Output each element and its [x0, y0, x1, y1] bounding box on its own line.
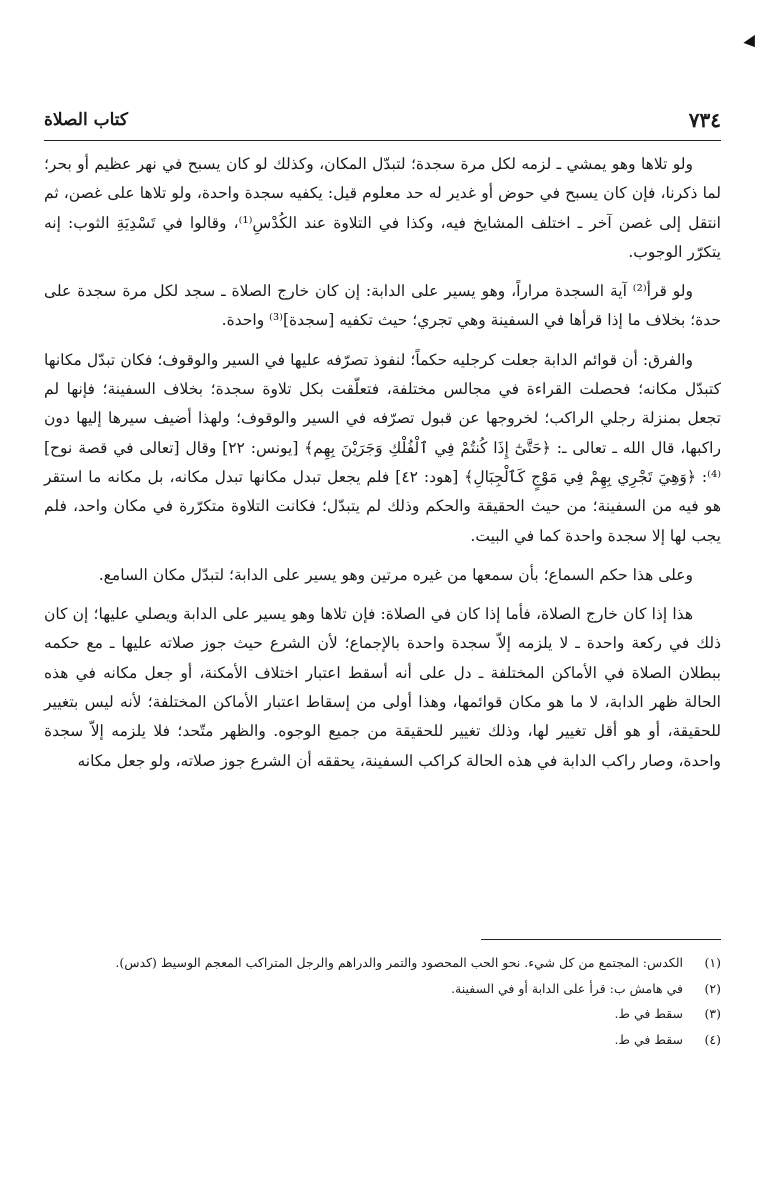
page-number: ٧٣٤: [688, 108, 721, 132]
footnote-number: (٣): [704, 1006, 721, 1021]
footnote-number: (١): [704, 955, 721, 970]
running-title: كتاب الصلاة: [44, 110, 129, 130]
paragraph: وعلى هذا حكم السماع؛ بأن سمعها من غيره مرتين وهو يسير على الدابة؛ لتبدّل مكان السامع.: [98, 565, 693, 584]
paragraph: والفرق: أن قوائم الدابة جعلت كرجليه حكماً؛ لنفوذ تصرّفه عليها في السير والوقوف؛ فكان تبدّل مكانها كتبدّل مكانه؛ فحصلت القراءة في مجالس مختلفة، فتعلّقت بكل تلاوة سجدة؛ بخلاف السفينة؛ فإنها لم تجعل بمنزلة رجلي الراكب؛ لخروجها عن قبول تصرّفه في السير والوقوف؛ ولهذا أضيف سيرها إليها دون راكبها، قال الله ـ تعالى ـ: ﴿حَتَّىٰٓ إِذَا كُنتُمْ فِي ٱلْفُلْكِ وَجَرَيْنَ بِهِم﴾ [يونس: ٢٢] وقال [تعالى في قصة نوح]⁽⁴⁾: ﴿وَهِيَ تَجْرِي بِهِمْ فِي مَوْجٍ كَٱلْجِبَالِ﴾ [هود: ٤٢] فلم يجعل تبدل مكانها تبدل مكانه، بل مكانه ما استقر هو فيه من السفينة؛ من حيث الحقيقة والحكم وذلك لم يتبدّل؛ فكانت التلاوة متكرّرة في مكان واحد، فلم يجب لها إلا سجدة واحدة كما في البيت.: [44, 350, 721, 545]
footnote: [44, 952, 721, 974]
footnote-number: (٤): [704, 1031, 721, 1047]
footnote: [44, 1003, 721, 1025]
footnote-text: سقط في ط.: [614, 1006, 683, 1021]
footnote-text: في هامش ب: قرأ على الدابة أو في السفينة.: [451, 980, 683, 996]
paragraph: ولو قرأ⁽²⁾ آية السجدة مراراً، وهو يسير على الدابة: إن كان خارج الصلاة ـ سجد لكل مرة سجدة على حدة؛ بخلاف ما إذا قرأها في السفينة وهي تجري؛ حيث تكفيه [سجدة]⁽³⁾ واحدة.: [44, 282, 721, 330]
footnote: [44, 1029, 721, 1051]
header-rule: [44, 140, 721, 141]
footnote-text: سقط في ط.: [614, 1031, 683, 1047]
page-header: [44, 108, 721, 138]
footnotes: [44, 952, 721, 1054]
paragraph: ولو تلاها وهو يمشي ـ لزمه لكل مرة سجدة؛ لتبدّل المكان، وكذلك لو كان يسبح في نهر عظيم أو بحر؛ لما ذكرنا، فإن كان يسبح في حوض أو غدير له حد معلوم قيل: يكفيه سجدة واحدة، ولو تلاها على غصن، ثم انتقل إلى غصن آخر ـ اختلف المشايخ فيه، وكذا في التلاوة عند الكُدْسِ⁽¹⁾، وقالوا في تَسْدِيَةِ الثوب: إنه يتكرّر الوجوب.: [44, 155, 721, 261]
footnote-rule: [481, 939, 721, 940]
paragraph: هذا إذا كان خارج الصلاة، فأما إذا كان في الصلاة: فإن تلاها وهو يسير على الدابة ويصلي عليها؛ إن كان ذلك في ركعة واحدة ـ لا يلزمه إلاّ سجدة واحدة بالإجماع؛ لأن الشرع حيث جوز صلاته عليها ـ مع حكمه ببطلان الصلاة في الأماكن المختلفة ـ دل على أنه أسقط اعتبار اختلاف الأمكنة، أو جعل مكانه في هذه الحالة ظهر الدابة، لا ما هو مكان قوائمها، وهذا أولى من إسقاط اعتبار الأماكن المختلفة؛ لأنه ليس بتغيير للحقيقة، أو هو أقل تغيير لها، وذلك تغيير للحقيقة من جميع الوجوه. والظهر متّحد؛ فلا يلزمه إلاّ سجدة واحدة، وصار راكب الدابة في هذه الحالة كراكب السفينة، يحققه أن الشرع جوز صلاته، ولو جعل مكانه: [44, 605, 721, 770]
footnote-text: الكدس: المجتمع من كل شيء. نحو الحب المحصود والتمر والدراهم والرجل المتراكب المعجم الوسيط (كدس).: [115, 955, 683, 970]
footnote-number: (٢): [704, 980, 721, 996]
corner-scan-mark: [743, 35, 760, 51]
footnote: [44, 978, 721, 1000]
main-text: [44, 150, 721, 786]
